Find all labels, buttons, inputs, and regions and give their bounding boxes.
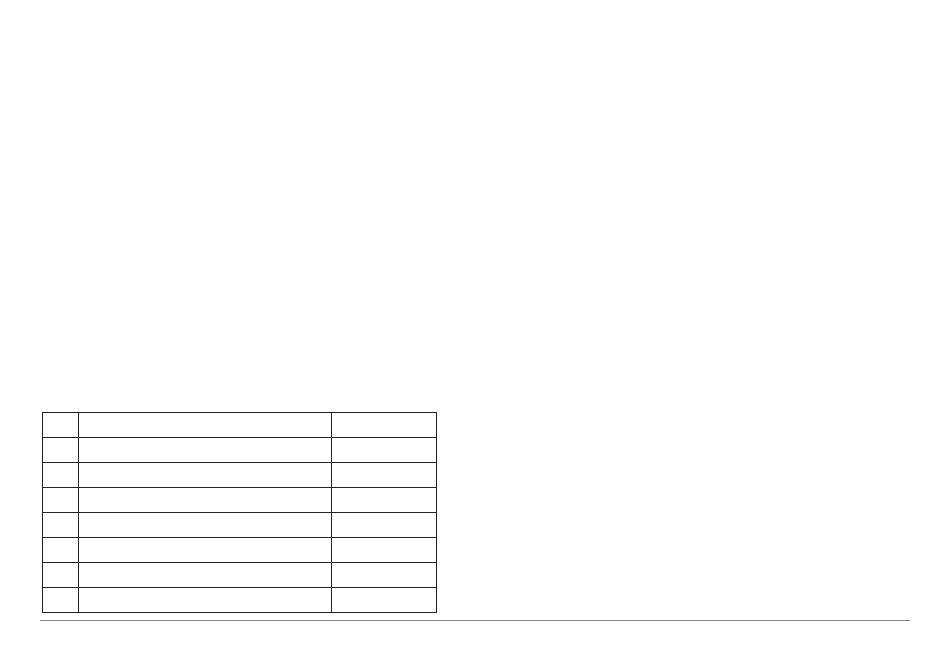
criteria-line [42, 298, 437, 311]
list-item [494, 160, 914, 173]
member-line [82, 539, 327, 550]
list-item [494, 410, 914, 423]
table-row [43, 488, 437, 513]
group-members [79, 438, 331, 463]
list-item [494, 598, 914, 611]
left-column [42, 60, 437, 613]
criteria-line [42, 210, 437, 223]
section-title [494, 60, 914, 73]
group-table [42, 412, 437, 613]
table-row [43, 438, 437, 463]
list-item [494, 110, 914, 123]
member-line [82, 514, 327, 525]
criteria-line [42, 348, 437, 361]
criteria-line [42, 373, 437, 386]
group-name [43, 563, 79, 588]
table-row [43, 513, 437, 538]
list-item [494, 210, 914, 223]
list-item [494, 435, 914, 448]
list-item [494, 235, 914, 248]
group-members [79, 538, 331, 563]
criteria-list [42, 60, 437, 398]
group-name [43, 488, 79, 513]
criteria-line [42, 360, 437, 373]
advisor-name [335, 589, 433, 600]
member-line [82, 589, 327, 600]
group-name [43, 463, 79, 488]
criteria-line [42, 385, 437, 398]
member-line [82, 500, 327, 511]
list-item [494, 273, 914, 286]
advisor-phone [335, 525, 433, 536]
list-item [494, 573, 914, 586]
group-members [79, 488, 331, 513]
criteria-line [42, 335, 437, 348]
group-advisor [331, 588, 436, 613]
member-line [82, 439, 327, 450]
group2-title [494, 485, 914, 498]
list-item [494, 260, 914, 273]
table-title [42, 398, 437, 411]
list-item [494, 335, 914, 348]
member-line [82, 464, 327, 475]
list-item [494, 560, 914, 573]
list-item [494, 248, 914, 261]
criteria-line [42, 148, 437, 161]
criteria-line [42, 248, 437, 261]
group-advisor [331, 438, 436, 463]
list-item [494, 448, 914, 461]
advisor-phone [335, 600, 433, 611]
criteria-line [42, 285, 437, 298]
group2-topic-list [494, 498, 914, 623]
group-name [43, 438, 79, 463]
member-line [82, 475, 327, 486]
list-item [494, 423, 914, 436]
list-item [494, 510, 914, 523]
criteria-line [42, 110, 437, 123]
list-item [494, 198, 914, 211]
list-item [494, 385, 914, 398]
advisor-phone [335, 550, 433, 561]
advisor-phone [335, 450, 433, 461]
list-item [494, 148, 914, 161]
spacer [494, 473, 914, 486]
group1-topic-list [494, 98, 914, 473]
list-item [494, 360, 914, 373]
advisor-name [335, 564, 433, 575]
group-name [43, 538, 79, 563]
list-item [494, 98, 914, 111]
advisor-name [335, 464, 433, 475]
header-group [43, 413, 79, 438]
list-item [494, 585, 914, 598]
member-line [82, 564, 327, 575]
advisor-phone [335, 575, 433, 586]
right-column [494, 60, 914, 623]
list-item [494, 548, 914, 561]
criteria-line [42, 185, 437, 198]
list-item [494, 285, 914, 298]
list-item [494, 348, 914, 361]
group-members [79, 513, 331, 538]
member-line [82, 575, 327, 586]
member-line [82, 489, 327, 500]
group-advisor [331, 463, 436, 488]
criteria-line [42, 85, 437, 98]
criteria-line [42, 198, 437, 211]
list-item [494, 398, 914, 411]
list-item [494, 460, 914, 473]
list-item [494, 123, 914, 136]
advisor-name [335, 489, 433, 500]
table-row [43, 463, 437, 488]
criteria-line [42, 273, 437, 286]
criteria-line [42, 160, 437, 173]
table-row [43, 588, 437, 613]
table-row [43, 563, 437, 588]
table-row [43, 538, 437, 563]
group-advisor [331, 513, 436, 538]
advisor-phone [335, 475, 433, 486]
criteria-line [42, 123, 437, 136]
list-item [494, 223, 914, 236]
advisor-phone [335, 500, 433, 511]
criteria-line [42, 310, 437, 323]
group-name [43, 513, 79, 538]
member-line [82, 450, 327, 461]
header-members [79, 413, 331, 438]
list-item [494, 373, 914, 386]
list-item [494, 498, 914, 511]
list-item [494, 323, 914, 336]
list-item [494, 185, 914, 198]
member-line [82, 600, 327, 611]
list-item [494, 298, 914, 311]
group-advisor [331, 488, 436, 513]
list-item [494, 310, 914, 323]
group1-title [494, 85, 914, 98]
criteria-line [42, 223, 437, 236]
advisor-name [335, 539, 433, 550]
list-item [494, 535, 914, 548]
group-name [43, 588, 79, 613]
criteria-line [42, 235, 437, 248]
group-advisor [331, 563, 436, 588]
criteria-line [42, 260, 437, 273]
advisor-name [335, 514, 433, 525]
advisor-name [335, 439, 433, 450]
section-subtitle [494, 73, 914, 86]
header-advisor [331, 413, 436, 438]
list-item [494, 135, 914, 148]
group-members [79, 588, 331, 613]
criteria-line [42, 60, 437, 73]
list-item [494, 523, 914, 536]
member-line [82, 550, 327, 561]
group-members [79, 463, 331, 488]
list-item [494, 173, 914, 186]
criteria-line [42, 98, 437, 111]
criteria-line [42, 323, 437, 336]
group-advisor [331, 538, 436, 563]
member-line [82, 525, 327, 536]
criteria-line [42, 73, 437, 86]
page-footer [40, 620, 910, 623]
table-header-row [43, 413, 437, 438]
group-members [79, 563, 331, 588]
criteria-line [42, 135, 437, 148]
criteria-line [42, 173, 437, 186]
